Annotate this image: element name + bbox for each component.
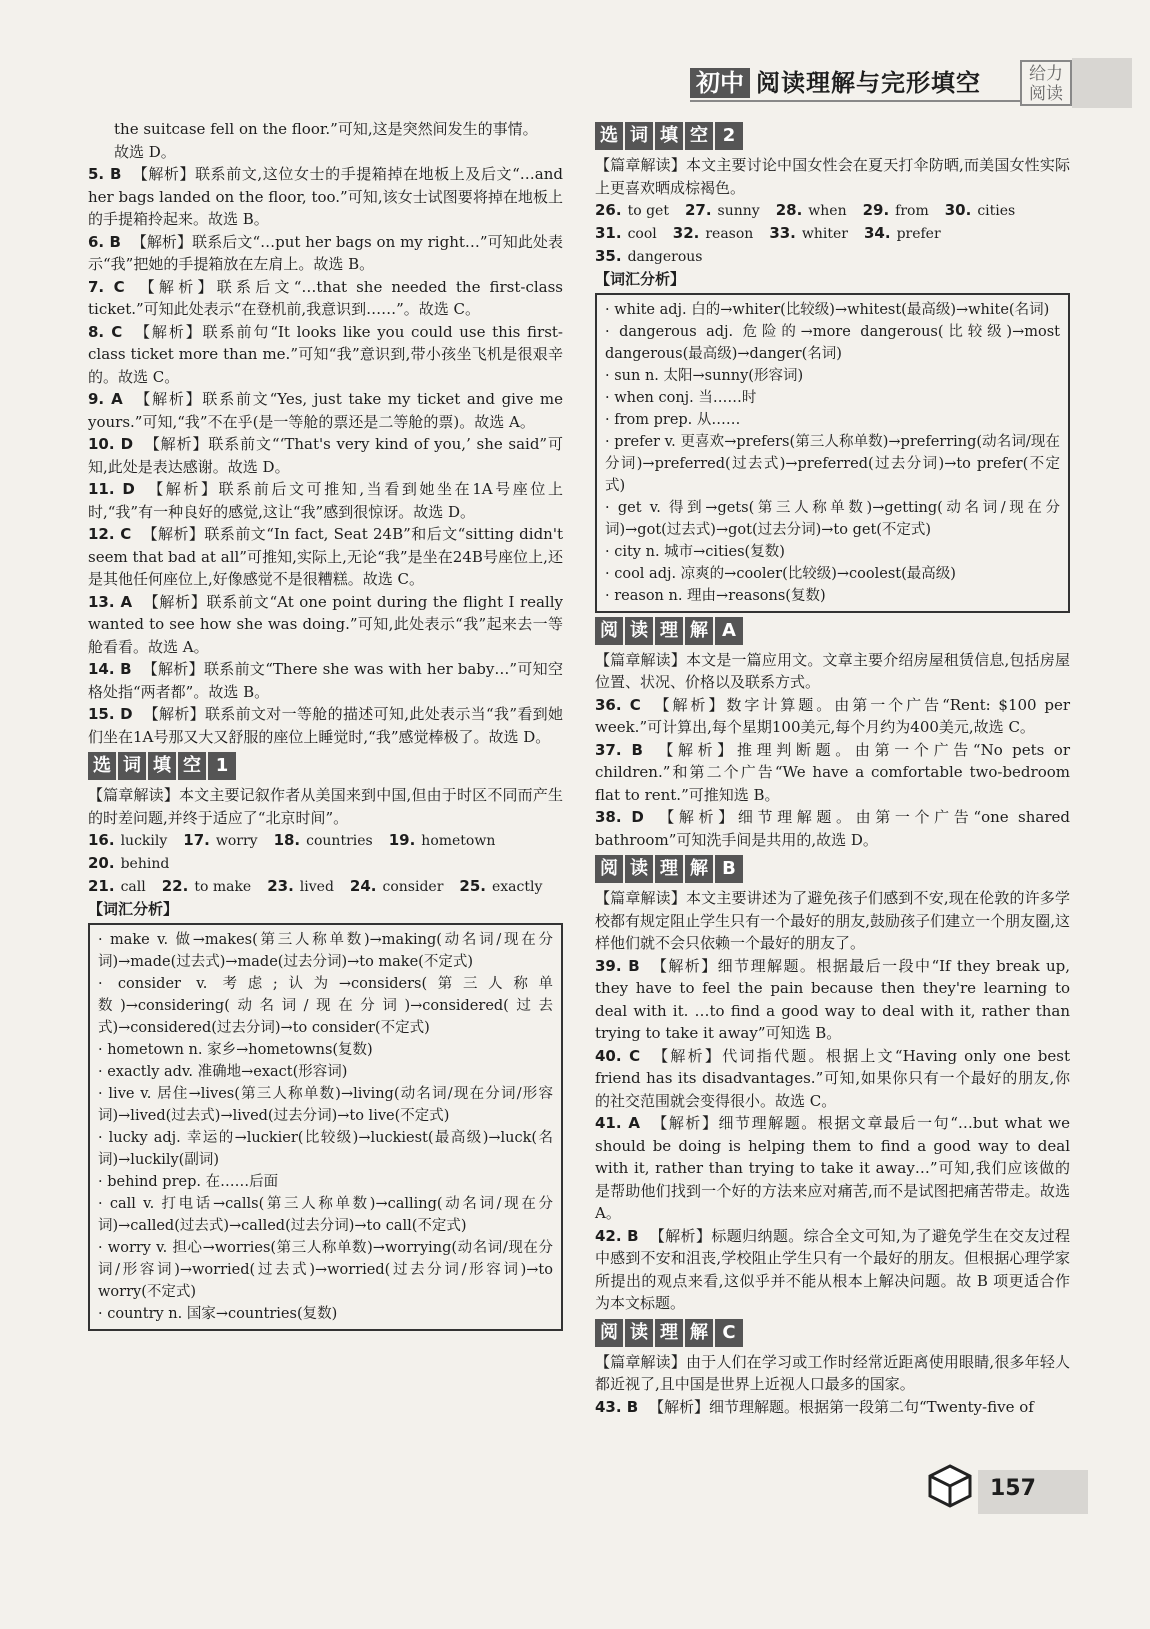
- section-title-char: 空: [685, 122, 713, 150]
- answer: [183, 829, 257, 852]
- section-title-char: 解: [685, 617, 713, 645]
- vocab-entry: · cool adj. 凉爽的→cooler(比较级)→coolest(最高级): [605, 565, 956, 582]
- answer-word: exactly: [491, 879, 543, 895]
- question-number: 6. B: [88, 232, 121, 251]
- answer-number: 27.: [684, 201, 712, 219]
- section-title-char: 空: [178, 752, 206, 780]
- answer-number: 31.: [595, 224, 622, 242]
- section-title-char: 1: [208, 752, 236, 780]
- answer-row: [88, 829, 563, 875]
- question-number: 37. B: [595, 740, 643, 759]
- question-number: 38. D: [595, 808, 644, 826]
- answer-word: worry: [215, 833, 258, 849]
- vocab-entry: · country n. 国家→countries(复数): [98, 1305, 338, 1322]
- explanation-text: 【解析】联系后文“…that she needed the first-class ticket.”可知此处表示“在登机前,我意识到……”。故选 C。: [88, 277, 563, 318]
- question-number: 15. D: [88, 705, 133, 723]
- section-title-char: 2: [715, 122, 743, 150]
- question-number: 9. A: [88, 390, 123, 408]
- answer-word: from: [895, 203, 929, 219]
- answer-word: to make: [194, 879, 252, 895]
- answer: [595, 199, 669, 222]
- vocab-entry: · behind prep. 在……后面: [98, 1173, 279, 1190]
- answer: [162, 875, 251, 898]
- vocab-entry: · consider v. 考虑;认为→considers(第三人称单数)→considering(动名词/现在分词)→considered(过去式)→considered(过去分词)→to consider(不定式): [98, 975, 553, 1036]
- section-title-char: 阅: [595, 855, 623, 883]
- left-column: [88, 118, 563, 1331]
- answer-number: 30.: [944, 201, 972, 219]
- section-title-char: 理: [655, 617, 683, 645]
- answer-number: 25.: [459, 877, 486, 895]
- section-title-char: A: [715, 617, 743, 645]
- answer: [350, 875, 443, 898]
- vocab-label: 【词汇分析】: [88, 900, 179, 918]
- section-title-char: 读: [625, 1319, 653, 1347]
- question-number: 14. B: [88, 660, 132, 678]
- section-title-cloze-2: [595, 122, 1070, 150]
- explanation-text: 【解析】联系前文“‘That's very kind of you,’ she said”可知,此处是表达感谢。故选 D。: [88, 435, 563, 476]
- vocab-label: 【词汇分析】: [595, 270, 686, 288]
- vocab-entry: · white adj. 白的→whiter(比较级)→whitest(最高级)→white(名词): [605, 301, 1050, 318]
- header-bar: [1072, 58, 1132, 108]
- section-title-char: 词: [118, 752, 146, 780]
- answer-word: luckily: [120, 833, 168, 849]
- answer-word: when: [808, 203, 847, 219]
- section-title-char: 读: [625, 855, 653, 883]
- explanation-text: 【解析】代词指代题。根据上文“Having only one best friend has its disadvantages.”可知,如果你只有一个最好的朋友,你的社交范围就会变得很小。故选 C。: [595, 1046, 1070, 1110]
- answer-item: [88, 231, 563, 276]
- header-tag: 初中: [690, 68, 750, 98]
- explanation-text: 【解析】联系前后文可推知,当看到她坐在1A号座位上时,“我”有一种良好的感觉,这让“我”感到很惊讶。故选 D。: [88, 480, 563, 521]
- page-number: 157: [990, 1476, 1036, 1501]
- explanation-text: 【解析】联系前文“At one point during the flight I really wanted to see how she was doing.”可知,此处表示“我”起来去一等舱看看。故选 A。: [88, 592, 564, 656]
- answer-item: [595, 806, 1070, 851]
- section-title-char: 填: [655, 122, 683, 150]
- answer-item: [88, 433, 563, 478]
- answer: [776, 199, 847, 222]
- answer: [769, 222, 848, 245]
- answer-number: 16.: [88, 831, 115, 849]
- section-title-char: 阅: [595, 1319, 623, 1347]
- answer-item: [595, 1396, 1070, 1419]
- question-number: 11. D: [88, 480, 135, 498]
- answer-word: lived: [299, 879, 334, 895]
- page-number-box: [978, 1470, 1088, 1514]
- header-title: [690, 68, 981, 98]
- vocab-entry: · dangerous adj. 危险的→more dangerous(比较级)→most dangerous(最高级)→danger(名词): [605, 323, 1060, 362]
- passage-summary: 【篇章解读】本文主要讲述为了避免孩子们感到不安,现在伦敦的许多学校都有规定阻止学生只有一个最好的朋友,鼓励孩子们建立一个朋友圈,这样他们就不会只依赖一个最好的朋友了。: [595, 889, 1070, 952]
- vocab-entry: · from prep. 从……: [605, 411, 741, 428]
- question-number: 40. C: [595, 1046, 641, 1065]
- answer-number: 17.: [183, 831, 210, 849]
- explanation-text: 【解析】联系前句“It looks like you could use this first-class ticket more than me.”可知“我”意识到,带小孩坐飞机是很艰辛的。故选 C。: [88, 322, 563, 386]
- explanation-text: 【解析】推理判断题。由第一个广告“No pets or children.”和第二个广告“We have a comfortable two-bedroom flat to rent.”可推知选 B。: [595, 740, 1070, 804]
- section-title-cloze-1: [88, 752, 563, 780]
- answer: [595, 222, 657, 245]
- answer-number: 19.: [388, 831, 416, 849]
- header-main-title: 阅读理解与完形填空: [756, 68, 981, 97]
- answer-word: countries: [306, 833, 373, 849]
- explanation-text: 【解析】细节理解题。根据第一段第二句“Twenty-five of: [644, 1397, 1034, 1416]
- question-number: 42. B: [595, 1226, 639, 1245]
- question-number: 36. C: [595, 695, 641, 714]
- answer-item: [88, 591, 563, 659]
- section-title-char: B: [715, 855, 743, 883]
- answer-item: [88, 523, 563, 591]
- answer-number: 21.: [88, 877, 115, 895]
- question-number: 13. A: [88, 592, 133, 611]
- vocab-box: [595, 293, 1070, 613]
- answer-word: whiter: [801, 226, 848, 242]
- passage-summary: 【篇章解读】本文主要记叙作者从美国来到中国,但由于时区不同而产生的时差问题,并终于适应了“北京时间”。: [88, 786, 563, 827]
- section-title-reading-c: [595, 1319, 1070, 1347]
- answer-key: [595, 199, 1070, 268]
- answer-number: 29.: [862, 201, 890, 219]
- page-header: [0, 50, 1150, 112]
- explanation-text: 【解析】细节理解题。根据最后一段中“If they break up, they have to feel the pain because then they're learning to deal with it. …to find a good way to deal with it, rather than trying to take it away”可知选 B。: [595, 956, 1070, 1042]
- section-title-char: 词: [625, 122, 653, 150]
- answer-row: [595, 199, 1070, 222]
- answer-item: [88, 321, 563, 389]
- answer-item: [595, 694, 1070, 739]
- section-title-char: 理: [655, 855, 683, 883]
- answer-word: prefer: [896, 226, 941, 242]
- intro-line: the suitcase fell on the floor.”可知,这是突然间发生的事情。: [114, 120, 538, 138]
- explanation-text: 【解析】联系前文对一等舱的描述可知,此处表示当“我”看到她们坐在1A号那又大又舒服的座位上睡觉时,“我”感觉棒极了。故选 D。: [88, 705, 563, 746]
- vocab-entry: · reason n. 理由→reasons(复数): [605, 587, 826, 604]
- vocab-entry: · city n. 城市→cities(复数): [605, 543, 785, 560]
- section-title-char: 解: [685, 1319, 713, 1347]
- series-logo: 给力 阅读: [1020, 60, 1072, 106]
- answer: [267, 875, 334, 898]
- question-number: 8. C: [88, 322, 123, 341]
- answer-number: 35.: [595, 247, 622, 265]
- explanation-text: 【解析】联系后文“…put her bags on my right…”可知此处表示“我”把她的手提箱放在左肩上。故选 B。: [88, 232, 564, 273]
- answer-item: [88, 276, 563, 321]
- question-number: 41. A: [595, 1114, 640, 1132]
- answer-number: 32.: [672, 224, 700, 242]
- answer: [945, 199, 1015, 222]
- answer-item: [595, 955, 1070, 1045]
- answer-number: 34.: [863, 224, 891, 242]
- vocab-entry: · sun n. 太阳→sunny(形容词): [605, 367, 804, 384]
- answer-word: cool: [627, 226, 657, 242]
- answer: [595, 245, 702, 268]
- answer-number: 20.: [88, 854, 115, 872]
- answer-number: 33.: [769, 224, 796, 242]
- answer-number: 26.: [595, 201, 622, 219]
- answer: [274, 829, 373, 852]
- answer-item: [595, 1112, 1070, 1225]
- explanation-text: 【解析】联系前文“Yes, just take my ticket and give me yours.”可知,“我”不在乎(是一等舱的票还是二等舱的票)。故选 A。: [88, 390, 563, 431]
- section-title-char: C: [715, 1319, 743, 1347]
- section-title-char: 阅: [595, 617, 623, 645]
- answer-number: 24.: [349, 877, 377, 895]
- answer-number: 23.: [267, 877, 294, 895]
- answer: [459, 875, 542, 898]
- answer-item: [88, 703, 563, 748]
- section-title-char: 填: [148, 752, 176, 780]
- answer-word: sunny: [717, 203, 760, 219]
- vocab-entry: · get v. 得到→gets(第三人称单数)→getting(动名词/现在分词)→got(过去式)→got(过去分词)→to get(不定式): [605, 499, 1060, 538]
- answer-word: cities: [977, 203, 1016, 219]
- answer-item: [595, 1045, 1070, 1113]
- vocab-entry: · hometown n. 家乡→hometowns(复数): [98, 1041, 373, 1058]
- answer-word: dangerous: [627, 249, 703, 265]
- continued-text: [88, 118, 563, 163]
- vocab-entry: · call v. 打电话→calls(第三人称单数)→calling(动名词/现在分词)→called(过去式)→called(过去分词)→to call(不定式): [98, 1195, 553, 1234]
- right-column: [595, 118, 1070, 1418]
- answer-number: 22.: [161, 877, 189, 895]
- explanation-text: 【解析】细节理解题。由第一个广告“one shared bathroom”可知洗手间是共用的,故选 D。: [595, 808, 1070, 849]
- answer-number: 18.: [273, 831, 301, 849]
- section-title-char: 解: [685, 855, 713, 883]
- explanation-text: 【解析】联系前文“There she was with her baby…”可知空格处指“两者都”。故选 B。: [88, 660, 564, 701]
- explanation-text: 【解析】细节理解题。根据文章最后一句“…but what we should be doing is helping them to find a good way to deal with it, rather than trying to take it away…”可知,我们应该做的是帮助他们找到一个好的方法来应对痛苦,而不是试图把痛苦带走。故选 A。: [595, 1114, 1071, 1222]
- explanation-text: 【解析】联系前文“In fact, Seat 24B”和后文“sitting didn't seem that bad at all”可推知,实际上,无论“我”是坐在24B号座位上,还是其他任何座位上,好像感觉不是很糟糕。故选 C。: [88, 525, 563, 588]
- answer-word: to get: [627, 203, 669, 219]
- question-number: 12. C: [88, 525, 132, 543]
- answer: [864, 222, 941, 245]
- section-title-char: 理: [655, 1319, 683, 1347]
- question-number: 5. B: [88, 165, 122, 183]
- answer-item: [88, 478, 563, 523]
- answer: [389, 829, 496, 852]
- answer: [863, 199, 929, 222]
- answer-word: reason: [705, 226, 754, 242]
- vocab-entry: · when conj. 当……时: [605, 389, 757, 406]
- question-number: 43. B: [595, 1397, 639, 1416]
- answer-word: hometown: [421, 833, 496, 849]
- answer-row: [88, 875, 563, 898]
- cube-icon: [926, 1462, 974, 1510]
- section-title-char: 读: [625, 617, 653, 645]
- section-title-reading-b: [595, 855, 1070, 883]
- vocab-entry: · worry v. 担心→worries(第三人称单数)→worrying(动名词/现在分词/形容词)→worried(过去式)→worried(过去分词/形容词)→to worry(不定式): [98, 1239, 553, 1300]
- explanation-text: 【解析】数字计算题。由第一个广告“Rent: $100 per week.”可计算出,每个星期100美元,每个月约为400美元,故选 C。: [595, 695, 1070, 736]
- answer-word: call: [120, 879, 146, 895]
- answer-item: [595, 739, 1070, 807]
- vocab-entry: · make v. 做→makes(第三人称单数)→making(动名词/现在分词)→made(过去式)→made(过去分词)→to make(不定式): [98, 931, 553, 970]
- vocab-entry: · prefer v. 更喜欢→prefers(第三人称单数)→preferring(动名词/现在分词)→preferred(过去式)→preferred(过去分词)→to prefer(不定式): [605, 433, 1060, 494]
- intro-line: 故选 D。: [114, 142, 176, 161]
- answer-item: [88, 658, 563, 703]
- answer-row: [595, 222, 1070, 245]
- answer: [88, 875, 146, 898]
- vocab-box: [88, 923, 563, 1331]
- question-number: 7. C: [88, 277, 125, 296]
- answer-item: [88, 163, 563, 231]
- passage-summary: 【篇章解读】由于人们在学习或工作时经常近距离使用眼睛,很多年轻人都近视了,且中国是世界上近视人口最多的国家。: [595, 1352, 1070, 1393]
- passage-summary: 【篇章解读】本文是一篇应用文。文章主要介绍房屋租赁信息,包括房屋位置、状况、价格以及联系方式。: [595, 650, 1070, 691]
- answer-key: [88, 829, 563, 898]
- answer: [673, 222, 754, 245]
- section-title-char: 选: [88, 752, 116, 780]
- header-rule: [690, 100, 1020, 102]
- answer: [685, 199, 760, 222]
- vocab-entry: · live v. 居住→lives(第三人称单数)→living(动名词/现在分词/形容词)→lived(过去式)→lived(过去分词)→to live(不定式): [98, 1085, 553, 1124]
- passage-summary: 【篇章解读】本文主要讨论中国女性会在夏天打伞防晒,而美国女性实际上更喜欢晒成棕褐色。: [595, 156, 1070, 197]
- answer-word: consider: [382, 879, 444, 895]
- section-title-reading-a: [595, 617, 1070, 645]
- explanation-text: 【解析】标题归纳题。综合全文可知,为了避免学生在交友过程中感到不安和沮丧,学校阻止学生只有一个最好的朋友。但根据心理学家所提出的观点来看,这似乎并不能从根本上解决问题。故 B 项更适合作为本文标题。: [595, 1226, 1070, 1312]
- explanation-text: 【解析】联系前文,这位女士的手提箱掉在地板上及后文“…and her bags landed on the floor, too.”可知,该女士试图要将掉在地板上的手提箱拎起来。故选 B。: [88, 165, 564, 228]
- answer-number: 28.: [775, 201, 803, 219]
- question-number: 39. B: [595, 956, 640, 975]
- vocab-entry: · exactly adv. 准确地→exact(形容词): [98, 1063, 348, 1080]
- answer: [88, 829, 167, 852]
- section-title-char: 选: [595, 122, 623, 150]
- answer: [88, 852, 169, 875]
- answer-item: [88, 388, 563, 433]
- vocab-entry: · lucky adj. 幸运的→luckier(比较级)→luckiest(最高级)→luck(名词)→luckily(副词): [98, 1129, 553, 1168]
- answer-row: [595, 245, 1070, 268]
- answer-item: [595, 1225, 1070, 1315]
- answer-word: behind: [120, 856, 170, 872]
- question-number: 10. D: [88, 435, 134, 453]
